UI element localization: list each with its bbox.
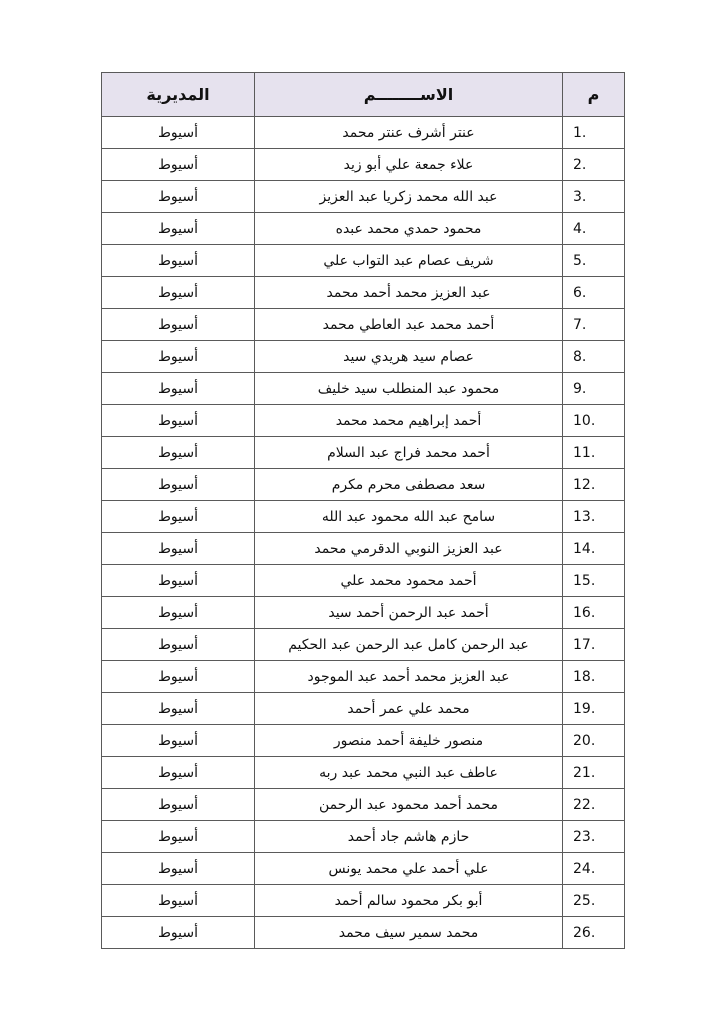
table-row: [102, 629, 625, 661]
row-number: 2.: [563, 149, 625, 181]
row-number: 25.: [563, 885, 625, 917]
row-directorate: أسيوط: [102, 405, 255, 437]
row-name: سامح عبد الله محمود عبد الله: [255, 501, 563, 533]
row-name: أحمد محمد فراج عبد السلام: [255, 437, 563, 469]
row-directorate: أسيوط: [102, 725, 255, 757]
row-number: 26.: [563, 917, 625, 949]
row-name: عبد العزيز محمد أحمد عبد الموجود: [255, 661, 563, 693]
table-row: [102, 565, 625, 597]
row-number: 1.: [563, 117, 625, 149]
row-directorate: أسيوط: [102, 821, 255, 853]
table-row: [102, 725, 625, 757]
row-directorate: أسيوط: [102, 149, 255, 181]
table-row: [102, 533, 625, 565]
row-directorate: أسيوط: [102, 373, 255, 405]
row-name: أبو بكر محمود سالم أحمد: [255, 885, 563, 917]
row-directorate: أسيوط: [102, 501, 255, 533]
row-number: 15.: [563, 565, 625, 597]
row-number: 4.: [563, 213, 625, 245]
row-number: 20.: [563, 725, 625, 757]
row-directorate: أسيوط: [102, 245, 255, 277]
row-directorate: أسيوط: [102, 917, 255, 949]
row-name: علاء جمعة علي أبو زيد: [255, 149, 563, 181]
row-directorate: أسيوط: [102, 597, 255, 629]
row-directorate: أسيوط: [102, 309, 255, 341]
row-directorate: أسيوط: [102, 533, 255, 565]
table-row: [102, 405, 625, 437]
table-row: [102, 885, 625, 917]
row-name: عبد الرحمن كامل عبد الرحمن عبد الحكيم: [255, 629, 563, 661]
table-row: [102, 245, 625, 277]
row-name: محمد علي عمر أحمد: [255, 693, 563, 725]
table-row: [102, 309, 625, 341]
row-directorate: أسيوط: [102, 661, 255, 693]
table-row: [102, 277, 625, 309]
row-name: أحمد محمد عبد العاطي محمد: [255, 309, 563, 341]
row-directorate: أسيوط: [102, 789, 255, 821]
row-number: 24.: [563, 853, 625, 885]
table-row: [102, 437, 625, 469]
table-row: [102, 757, 625, 789]
row-directorate: أسيوط: [102, 629, 255, 661]
row-number: 13.: [563, 501, 625, 533]
row-name: محمد سمير سيف محمد: [255, 917, 563, 949]
row-name: عنتر أشرف عنتر محمد: [255, 117, 563, 149]
row-number: 11.: [563, 437, 625, 469]
row-number: 16.: [563, 597, 625, 629]
table-row: [102, 853, 625, 885]
table-row: [102, 693, 625, 725]
row-directorate: أسيوط: [102, 437, 255, 469]
roster-table: [101, 72, 625, 949]
row-name: محمد أحمد محمود عبد الرحمن: [255, 789, 563, 821]
row-number: 8.: [563, 341, 625, 373]
table-row: [102, 117, 625, 149]
row-number: 19.: [563, 693, 625, 725]
row-name: سعد مصطفى محرم مكرم: [255, 469, 563, 501]
table-row: [102, 341, 625, 373]
row-directorate: أسيوط: [102, 693, 255, 725]
header-number: م: [563, 73, 625, 117]
row-number: 21.: [563, 757, 625, 789]
table-header: [102, 73, 625, 117]
row-directorate: أسيوط: [102, 853, 255, 885]
row-number: 7.: [563, 309, 625, 341]
header-name: الاســــــــم: [255, 73, 563, 117]
table-row: [102, 917, 625, 949]
row-number: 3.: [563, 181, 625, 213]
row-name: عبد العزيز محمد أحمد محمد: [255, 277, 563, 309]
row-directorate: أسيوط: [102, 213, 255, 245]
row-name: أحمد محمود محمد علي: [255, 565, 563, 597]
row-name: عبد الله محمد زكريا عبد العزيز: [255, 181, 563, 213]
row-name: عاطف عبد النبي محمد عبد ربه: [255, 757, 563, 789]
header-row: [102, 73, 625, 117]
row-number: 22.: [563, 789, 625, 821]
table-row: [102, 373, 625, 405]
row-number: 9.: [563, 373, 625, 405]
row-number: 17.: [563, 629, 625, 661]
header-directorate: المديرية: [102, 73, 255, 117]
row-directorate: أسيوط: [102, 181, 255, 213]
row-name: أحمد إبراهيم محمد محمد: [255, 405, 563, 437]
row-name: عبد العزيز النوبي الدقرمي محمد: [255, 533, 563, 565]
table-body: [102, 117, 625, 949]
row-directorate: أسيوط: [102, 757, 255, 789]
table-row: [102, 501, 625, 533]
row-name: علي أحمد علي محمد يونس: [255, 853, 563, 885]
table-row: [102, 149, 625, 181]
table-row: [102, 181, 625, 213]
row-name: أحمد عبد الرحمن أحمد سيد: [255, 597, 563, 629]
table-row: [102, 469, 625, 501]
row-number: 10.: [563, 405, 625, 437]
row-number: 6.: [563, 277, 625, 309]
table-row: [102, 213, 625, 245]
row-name: منصور خليفة أحمد منصور: [255, 725, 563, 757]
table-row: [102, 821, 625, 853]
row-directorate: أسيوط: [102, 565, 255, 597]
row-directorate: أسيوط: [102, 341, 255, 373]
row-number: 14.: [563, 533, 625, 565]
row-name: محمود عبد المنطلب سيد خليف: [255, 373, 563, 405]
row-number: 23.: [563, 821, 625, 853]
row-number: 5.: [563, 245, 625, 277]
row-directorate: أسيوط: [102, 277, 255, 309]
table-row: [102, 789, 625, 821]
row-directorate: أسيوط: [102, 469, 255, 501]
row-directorate: أسيوط: [102, 885, 255, 917]
row-name: حازم هاشم جاد أحمد: [255, 821, 563, 853]
row-name: عصام سيد هريدي سيد: [255, 341, 563, 373]
row-number: 18.: [563, 661, 625, 693]
row-directorate: أسيوط: [102, 117, 255, 149]
row-name: شريف عصام عبد التواب علي: [255, 245, 563, 277]
table-row: [102, 597, 625, 629]
row-name: محمود حمدي محمد عبده: [255, 213, 563, 245]
table-row: [102, 661, 625, 693]
row-number: 12.: [563, 469, 625, 501]
